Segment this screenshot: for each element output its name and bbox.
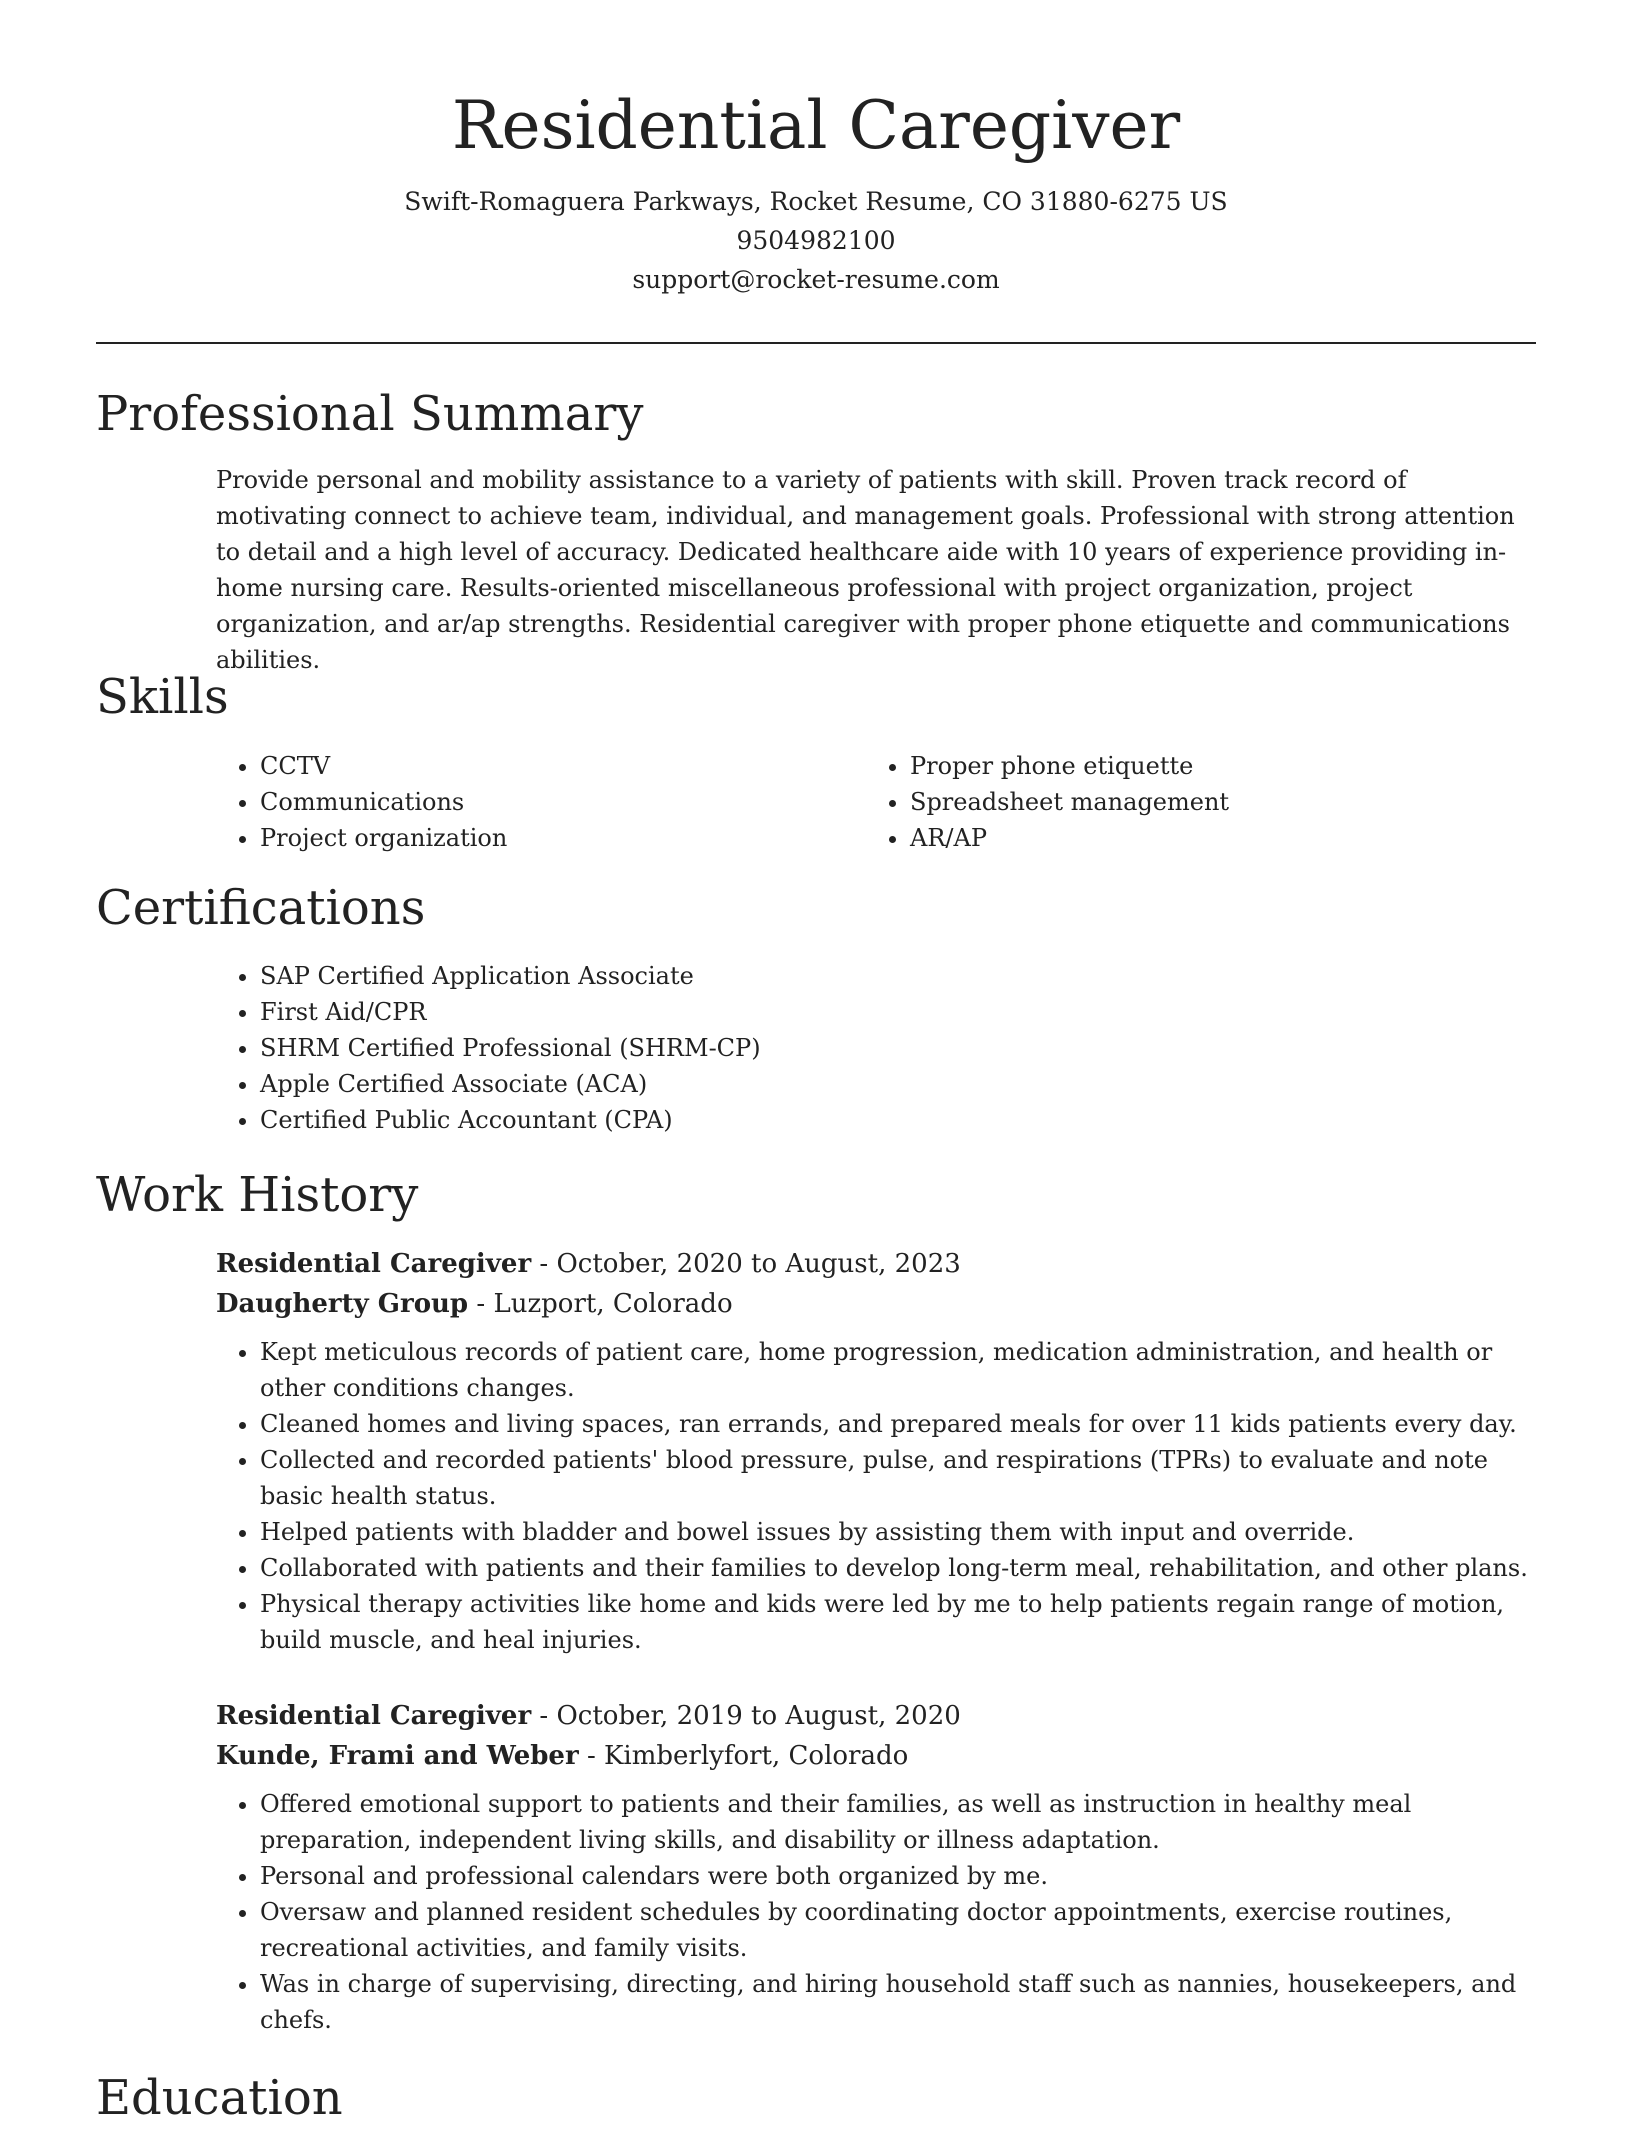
skill-item: • CCTV — [260, 748, 507, 784]
job-role: Residential Caregiver — [216, 1701, 532, 1731]
job-separator: - — [586, 1741, 604, 1771]
certification-item: • SHRM Certified Professional (SHRM-CP) — [260, 1030, 761, 1066]
certification-item: • Apple Certified Associate (ACA) — [260, 1066, 761, 1102]
job-bullet: • Cleaned homes and living spaces, ran errands, and prepared meals for over 11 kids patients every day. — [260, 1406, 1546, 1442]
job-bullet: • Personal and professional calendars were both organized by me. — [260, 1858, 1546, 1894]
job-entry — [216, 1244, 1546, 1658]
job-company-line — [216, 1736, 1546, 1776]
header-divider — [96, 342, 1536, 344]
skills-column-right — [866, 748, 1229, 856]
contact-info — [0, 182, 1632, 299]
contact-address: Swift-Romaguera Parkways, Rocket Resume, CO 31880-6275 US — [404, 187, 1228, 216]
job-separator: - — [476, 1289, 494, 1319]
certifications-list — [216, 958, 761, 1138]
resume-header — [0, 82, 1632, 299]
job-bullet: • Oversaw and planned resident schedules by coordinating doctor appointments, exercise routines, recreational activities, and family visits. — [260, 1894, 1546, 1966]
job-location: Kimberlyfort, Colorado — [604, 1741, 909, 1771]
job-company: Kunde, Frami and Weber — [216, 1741, 579, 1771]
job-bullet: • Physical therapy activities like home and kids were led by me to help patients regain range of motion, build muscle, and heal injuries. — [260, 1586, 1546, 1658]
skill-item: • AR/AP — [910, 820, 1229, 856]
job-title-line — [216, 1696, 1546, 1736]
job-role: Residential Caregiver — [216, 1249, 532, 1279]
job-separator: - — [539, 1701, 557, 1731]
job-bullet: • Collected and recorded patients' blood pressure, pulse, and respirations (TPRs) to evaluate and note basic health status. — [260, 1442, 1546, 1514]
job-bullet: • Kept meticulous records of patient care, home progression, medication administration, and health or other conditions changes. — [260, 1334, 1546, 1406]
contact-email: support@rocket-resume.com — [632, 265, 1000, 294]
section-title-skills: Skills — [96, 669, 229, 725]
section-title-certifications: Certifications — [96, 880, 426, 936]
job-location: Luzport, Colorado — [493, 1289, 733, 1319]
summary-text: Provide personal and mobility assistance to a variety of patients with skill. Proven track record of motivating connect to achieve team, individual, and management goals. Professional with strong attention to detail and a high level of accuracy. Dedicated healthcare aide with 10 years of experience providing in-home nursing care. Results-oriented miscellaneous professional with project organization, project organization, and ar/ap strengths. Residential caregiver with proper phone etiquette and communications abilities. — [216, 466, 1515, 674]
job-company: Daugherty Group — [216, 1289, 469, 1319]
job-bullet: • Was in charge of supervising, directing, and hiring household staff such as nannies, housekeepers, and chefs. — [260, 1966, 1546, 2038]
skill-item: • Spreadsheet management — [910, 784, 1229, 820]
job-bullet: • Helped patients with bladder and bowel issues by assisting them with input and override. — [260, 1514, 1546, 1550]
section-title-work-history: Work History — [96, 1167, 419, 1223]
skill-item: • Communications — [260, 784, 507, 820]
job-separator: - — [539, 1249, 557, 1279]
job-bullets — [216, 1334, 1546, 1658]
job-bullets — [216, 1786, 1546, 2038]
job-bullet: • Offered emotional support to patients and their families, as well as instruction in healthy meal preparation, independent living skills, and disability or illness adaptation. — [260, 1786, 1546, 1858]
certification-item: • Certified Public Accountant (CPA) — [260, 1102, 761, 1138]
certification-item: • First Aid/CPR — [260, 994, 761, 1030]
section-title-education: Education — [96, 2070, 343, 2126]
skill-item: • Project organization — [260, 820, 507, 856]
skill-item: • Proper phone etiquette — [910, 748, 1229, 784]
candidate-name: Residential Caregiver — [451, 87, 1181, 164]
job-company-line — [216, 1284, 1546, 1324]
contact-phone: 9504982100 — [736, 226, 896, 255]
job-entry — [216, 1696, 1546, 2038]
job-bullet: • Collaborated with patients and their families to develop long-term meal, rehabilitation, and other plans. — [260, 1550, 1546, 1586]
certification-item: • SAP Certified Application Associate — [260, 958, 761, 994]
job-title-line — [216, 1244, 1546, 1284]
job-dates: October, 2019 to August, 2020 — [556, 1701, 961, 1731]
job-dates: October, 2020 to August, 2023 — [556, 1249, 961, 1279]
section-title-summary: Professional Summary — [96, 386, 644, 442]
skills-column-left — [216, 748, 507, 856]
